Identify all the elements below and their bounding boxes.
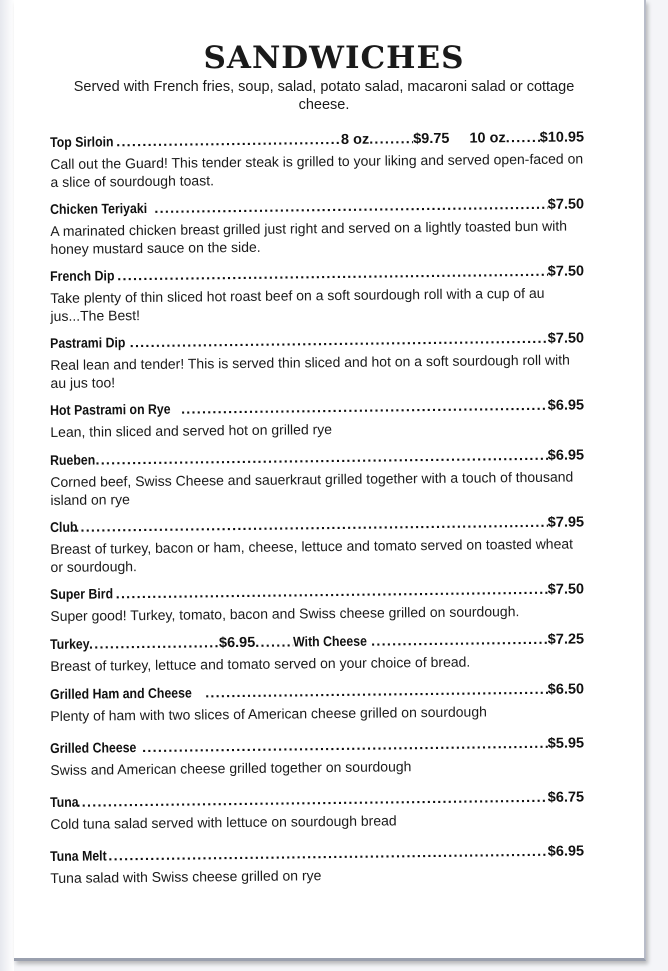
menu-item-tuna: [50, 788, 585, 848]
item-name: French Dip: [50, 267, 115, 284]
item-price: $6.95: [218, 634, 256, 652]
menu-item-club: [50, 513, 585, 586]
item-description: Lean, thin sliced and served hot on grilled rye: [50, 421, 333, 440]
dot-leader: [76, 790, 547, 811]
item-price: $7.50: [547, 196, 585, 213]
item-description: Tuna salad with Swiss cheese grilled on rye: [50, 867, 322, 886]
item-description: Swiss and American cheese grilled together on sourdough: [50, 758, 412, 778]
dot-leader: [255, 634, 293, 650]
item-description: Cold tuna salad served with lettuce on sourdough bread: [50, 812, 397, 832]
page-title: SANDWICHES: [203, 40, 465, 76]
dot-leader: [75, 515, 548, 536]
menu-item-pastrami-dip: [50, 329, 585, 402]
option-price: $7.25: [547, 631, 585, 648]
item-name: Chicken Teriyaki: [50, 199, 148, 217]
item-description: Super good! Turkey, tomato, bacon and Swiss cheese grilled on sourdough.: [50, 603, 520, 624]
menu-item-rueben: [50, 446, 585, 519]
item-name: Pastrami Dip: [50, 334, 126, 351]
option-size: 10 oz: [469, 130, 506, 147]
dot-leader: [506, 130, 540, 146]
item-description: A marinated chicken breast grilled just right and served on a lightly toasted bun with honey mustard sauce on the side.: [50, 217, 568, 257]
dot-leader: [371, 632, 548, 650]
item-name: Super Bird: [50, 585, 114, 602]
menu-item-grilled-ham-and-cheese: [50, 680, 585, 740]
item-price: $7.50: [547, 330, 585, 347]
item-price: $6.75: [547, 789, 585, 806]
dot-leader: [116, 132, 341, 150]
page-subtitle: Served with French fries, soup, salad, potato salad, macaroni salad or cottage cheese.: [73, 79, 575, 113]
item-name: Tuna Melt: [50, 847, 107, 864]
item-description: Call out the Guard! This tender steak is grilled to your liking and served open-faced on a slice of sourdough toast.: [50, 150, 584, 190]
menu-page: [14, 0, 646, 961]
item-price: $6.95: [547, 397, 585, 414]
item-description: Breast of turkey, lettuce and tomato served on your choice of bread.: [50, 653, 471, 674]
item-price: $7.50: [547, 581, 585, 598]
item-price: $7.50: [547, 263, 585, 280]
menu-item-french-dip: [50, 262, 585, 335]
item-description: Breast of turkey, bacon or ham, cheese, lettuce and tomato served on toasted wheat or sourdough.: [50, 535, 574, 575]
item-price: $6.95: [547, 843, 585, 860]
item-name: Tuna: [50, 793, 79, 810]
menu-item-super-bird: [50, 580, 584, 636]
page-edge: [0, 0, 14, 971]
option-size: 8 oz: [340, 131, 370, 148]
item-description: Real lean and tender! This is served thin sliced and hot on a soft sourdough roll with au jus too!: [50, 351, 570, 391]
menu-item-hot-pastrami-on-rye: [50, 396, 584, 452]
item-name: Top Sirloin: [50, 133, 114, 150]
option-price: $10.95: [539, 129, 585, 146]
item-price: $7.95: [547, 514, 585, 531]
option-price: $9.75: [413, 130, 450, 148]
dot-leader: [116, 582, 548, 603]
option-name: With Cheese: [293, 632, 368, 650]
item-price: $6.95: [547, 447, 585, 464]
menu-list: [50, 129, 585, 898]
item-description: Corned beef, Swiss Cheese and sauerkraut grilled together with a touch of thousand island on rye: [50, 468, 574, 508]
dot-leader: [369, 131, 413, 147]
item-description: Plenty of ham with two slices of American cheese grilled on sourdough: [50, 703, 487, 724]
item-name: Turkey: [50, 635, 90, 652]
menu-item-chicken-teriyaki: [50, 195, 585, 268]
dot-leader: [108, 844, 548, 865]
dot-leader: [154, 197, 548, 217]
item-description: Take plenty of thin sliced hot roast beef on a soft sourdough roll with a cup of au jus...The Best!: [50, 284, 545, 324]
dot-leader: [89, 635, 219, 652]
item-name: Grilled Ham and Cheese: [50, 684, 192, 702]
menu-item-grilled-cheese: [50, 734, 585, 794]
dot-leader: [95, 448, 548, 469]
dot-leader: [117, 264, 548, 285]
item-price: $6.50: [547, 681, 585, 698]
dot-leader: [130, 331, 548, 351]
item-name: Rueben: [50, 451, 96, 468]
item-name: Club: [50, 518, 78, 535]
dot-leader: [142, 736, 548, 756]
menu-item-top-sirloin: [50, 128, 585, 201]
item-name: Hot Pastrami on Rye: [50, 400, 171, 418]
dot-leader: [205, 682, 548, 702]
menu-item-turkey: [50, 630, 584, 686]
item-price: $5.95: [547, 735, 585, 752]
dot-leader: [181, 398, 548, 418]
menu-item-tuna-melt: [50, 842, 584, 898]
item-name: Grilled Cheese: [50, 739, 137, 756]
